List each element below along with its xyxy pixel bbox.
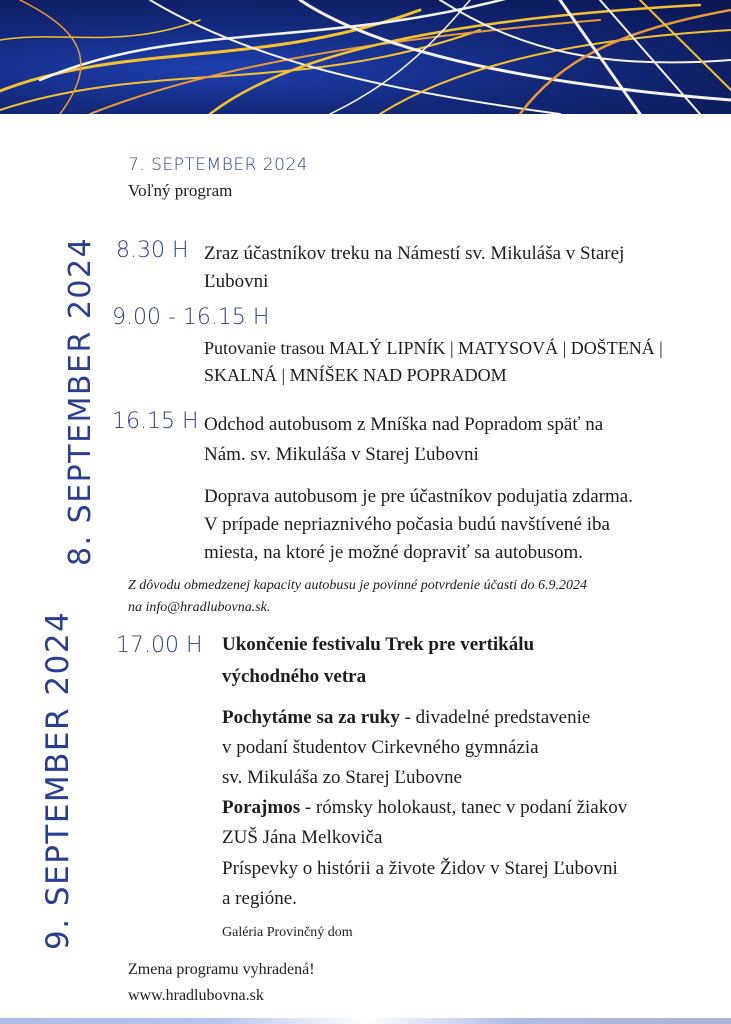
play-title: Pochytáme sa za ruky [222,707,400,728]
item-0830-line2: Ľubovni [204,271,269,292]
sept8-vertical-date: 8. SEPTEMBER 2024 [63,236,98,566]
sept9-vertical-date: 9. SEPTEMBER 2024 [40,610,76,950]
time-1700: 17.00 H [116,633,203,658]
time-0900-1615: 9.00 - 16.15 H [112,305,270,330]
transport-note-line1: Doprava autobusom je pre účastníkov podujatia zdarma. [204,486,633,507]
time-0830: 8.30 H [116,238,189,263]
play-line3: sv. Mikuláša zo Starej Ľubovne [222,767,462,788]
item-1615-line2: Nám. sv. Mikuláša v Starej Ľubovni [204,444,479,465]
porajmos-line1 [222,797,627,819]
item-0900-line2: SKALNÁ | MNÍŠEK NAD POPRADOM [204,365,507,385]
brush-strokes [0,0,731,114]
item-0900-line1: Putovanie trasou MALÝ LIPNÍK | MATYSOVÁ | DOŠTENÁ | [204,338,663,358]
porajmos-desc: - rómsky holokaust, tanec v podaní žiakov [300,797,628,818]
header-banner-painting [0,0,731,114]
venue: Galéria Provinčný dom [222,925,353,940]
footer-website[interactable]: www.hradlubovna.sk [128,987,264,1004]
transport-note-line2: V prípade nepriaznivého počasia budú navštívené iba [204,514,610,535]
sept7-program: Voľný program [128,181,233,200]
sept7-date-heading: 7. SEPTEMBER 2024 [128,155,309,175]
item-1615-line1: Odchod autobusom z Mníška nad Popradom späť na [204,414,604,435]
capacity-note-line2: na info@hradlubovna.sk. [128,600,271,615]
porajmos-title: Porajmos [222,797,301,818]
transport-note-line3: miesta, na ktoré je možné dopraviť sa autobusom. [204,542,584,563]
bottom-decor-strip [0,1018,731,1024]
closing-title-line2: východného vetra [222,666,367,687]
time-1615: 16.15 H [112,409,199,434]
item-0830-line1: Zraz účastníkov treku na Námestí sv. Mikuláša v Starej [204,243,625,264]
contrib-line2: a regióne. [222,888,297,909]
play-desc: - divadelné predstavenie [399,707,591,728]
footer-note: Zmena programu vyhradená! [128,961,315,978]
porajmos-line2: ZUŠ Jána Melkoviča [222,827,383,848]
play-line2: v podaní študentov Cirkevného gymnázia [222,737,539,758]
play-line1 [222,707,590,729]
capacity-note-line1: Z dôvodu obmedzenej kapacity autobusu je povinné potvrdenie účasti do 6.9.2024 [128,578,588,593]
closing-title-line1: Ukončenie festivalu Trek pre vertikálu [222,634,535,655]
contrib-line1: Príspevky o histórii a živote Židov v Starej Ľubovni [222,858,618,879]
